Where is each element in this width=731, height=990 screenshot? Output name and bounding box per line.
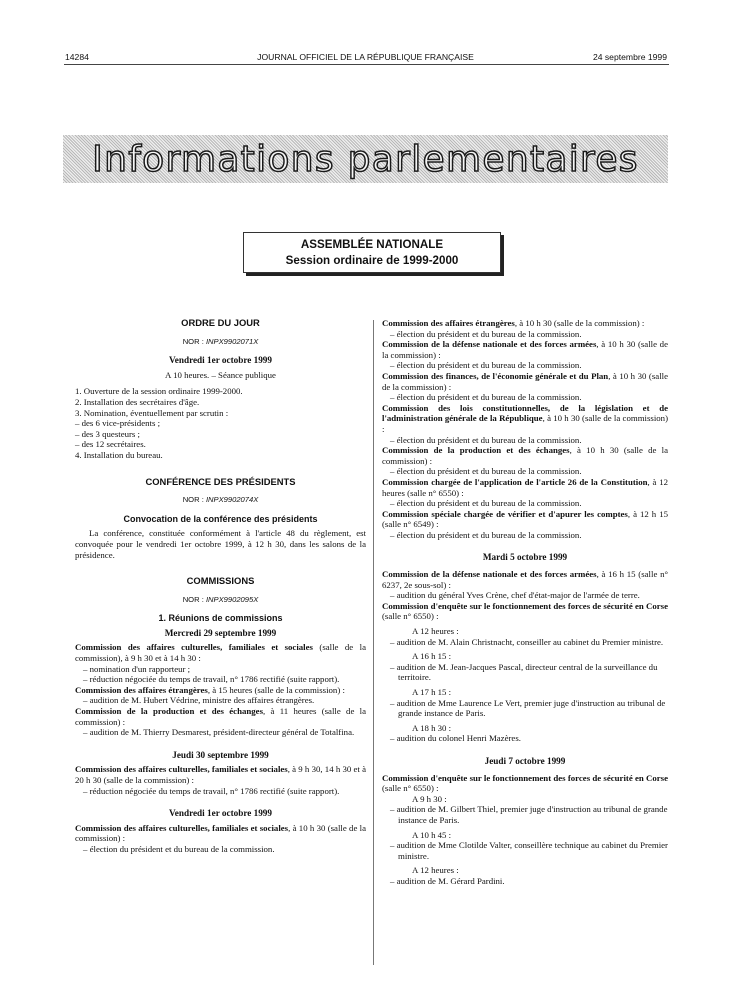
commission-entry bbox=[382, 403, 668, 435]
day-heading: Vendredi 1er octobre 1999 bbox=[168, 808, 272, 819]
entry-item: – réduction négociée du temps de travail, n° 1786 rectifié (suite rapport). bbox=[83, 674, 340, 685]
commissions-title: COMMISSIONS bbox=[186, 575, 255, 587]
commission-name: Commission des affaires étrangères bbox=[75, 684, 208, 695]
entry-item: – audition de Mme Clotilde Valter, conseillère technique au cabinet du Premier ministre. bbox=[390, 840, 668, 861]
left-column bbox=[75, 318, 366, 855]
slot-time: A 12 heures : bbox=[412, 626, 459, 637]
commission-details: , à 11 heures (salle de la commission) : bbox=[75, 706, 366, 727]
conference-subtitle: Convocation de la conférence des présidents bbox=[123, 513, 318, 524]
slot-time: A 17 h 15 : bbox=[412, 687, 452, 697]
commission-name: Commission des affaires culturelles, familiales et sociales bbox=[75, 822, 289, 833]
commission-entry bbox=[382, 509, 668, 530]
commission-entry bbox=[382, 773, 668, 794]
slot-time: A 16 h 15 : bbox=[412, 651, 452, 662]
slot-time: A 10 h 45 : bbox=[412, 829, 452, 840]
entry-item: – élection du président et du bureau de la commission. bbox=[390, 328, 582, 339]
header-rule bbox=[64, 64, 669, 65]
commission-entry bbox=[382, 569, 668, 590]
nor-code: INPX9902074X bbox=[205, 495, 259, 505]
commission-name: Commission des lois constitutionnelles, de la législation et de l'administration générale de la République bbox=[382, 402, 668, 424]
commission-entry bbox=[75, 823, 366, 844]
slot-time: A 9 h 30 : bbox=[412, 793, 447, 804]
commission-name: Commission d'enquête sur le fonctionnement des forces de sécurité en Corse bbox=[382, 600, 668, 611]
commission-name: Commission d'enquête sur le fonctionnement des forces de sécurité en Corse bbox=[382, 772, 668, 783]
entry-item: – nomination d'un rapporteur ; bbox=[83, 663, 191, 674]
agenda-item: 1. Ouverture de la session ordinaire 1999-2000. bbox=[75, 386, 243, 397]
section-banner bbox=[63, 135, 668, 183]
entry-item: – élection du président et du bureau de la commission. bbox=[390, 392, 582, 403]
entry-item: – élection du président et du bureau de la commission. bbox=[390, 466, 582, 477]
commission-entry bbox=[382, 371, 668, 392]
commission-details: , à 12 heures (salle n° 6550) : bbox=[382, 476, 668, 498]
issue-date: 24 septembre 1999 bbox=[592, 52, 667, 62]
entry-item: – audition de M. Gilbert Thiel, premier juge d'instruction au tribunal de grande instance de Paris. bbox=[390, 804, 668, 825]
entry-item: – audition de M. Jean-Jacques Pascal, directeur central de la surveillance du territoire. bbox=[390, 661, 658, 683]
commission-details: (salle n° 6550) : bbox=[382, 783, 439, 794]
commission-entry bbox=[382, 318, 668, 329]
nor-line bbox=[75, 337, 366, 348]
commission-name: Commission de la défense nationale et des forces armées bbox=[382, 569, 597, 580]
conference-text: La conférence, constituée conformément à l'article 48 du règlement, est convoquée pour le vendredi 1er octobre 1999, à 12 h 30, dans les salons de la présidence. bbox=[75, 528, 366, 560]
column-divider bbox=[373, 320, 374, 965]
commission-name: Commission des affaires étrangères bbox=[382, 318, 515, 328]
day-heading: Jeudi 30 septembre 1999 bbox=[172, 749, 269, 760]
day-heading: Mercredi 29 septembre 1999 bbox=[164, 627, 277, 638]
entry-item: – audition de Mme Laurence Le Vert, premier juge d'instruction au tribunal de grande instance de Paris. bbox=[390, 697, 666, 719]
commission-name: Commission chargée de l'application de l'article 26 de la Constitution bbox=[382, 476, 648, 487]
commission-name: Commission des finances, de l'économie générale et du Plan bbox=[382, 370, 609, 381]
page-number: 14284 bbox=[65, 52, 89, 62]
entry-item: – élection du président et du bureau de la commission. bbox=[390, 498, 582, 509]
nor-label: NOR : bbox=[182, 495, 204, 505]
entry-item: – réduction négociée du temps de travail, n° 1786 rectifié (suite rapport). bbox=[83, 785, 340, 796]
commission-details: , à 12 h 15 (salle n° 6549) : bbox=[382, 508, 668, 530]
commission-name: Commission de la défense nationale et des forces armées bbox=[382, 339, 597, 350]
seance-time: A 10 heures. – Séance publique bbox=[165, 369, 276, 380]
commission-details: , à 10 h 30 (salle de la commission) : bbox=[75, 822, 366, 844]
day-heading: Jeudi 7 octobre 1999 bbox=[484, 755, 566, 766]
slot-time: A 12 heures : bbox=[412, 865, 459, 876]
commission-details: , à 10 h 30 (salle de la commission) : bbox=[382, 370, 668, 392]
section-heading: 1. Réunions de commissions bbox=[158, 613, 283, 624]
commission-details: , à 15 heures (salle de la commission) : bbox=[207, 684, 345, 695]
commission-entry bbox=[382, 477, 668, 498]
nor-line bbox=[75, 595, 366, 606]
commission-entry bbox=[382, 445, 668, 466]
nor-code: INPX9902095X bbox=[205, 594, 259, 604]
commission-entry bbox=[75, 685, 366, 696]
nor-label: NOR : bbox=[182, 594, 204, 604]
entry-item: – audition de M. Alain Christnacht, conseiller au cabinet du Premier ministre. bbox=[390, 636, 664, 647]
agenda-list bbox=[75, 386, 366, 460]
day-heading: Mardi 5 octobre 1999 bbox=[482, 552, 568, 563]
ordre-du-jour-title: ORDRE DU JOUR bbox=[181, 317, 260, 328]
entry-item: – audition de M. Thierry Desmarest, président-directeur général de Totalfina. bbox=[83, 727, 355, 738]
entry-item: – audition de M. Hubert Védrine, ministre des affaires étrangères. bbox=[83, 695, 315, 706]
agenda-item: 3. Nomination, éventuellement par scrutin : bbox=[75, 407, 229, 418]
agenda-item: 2. Installation des secrétaires d'âge. bbox=[75, 396, 200, 407]
commission-entry bbox=[75, 642, 366, 663]
entry-item: – élection du président et du bureau de la commission. bbox=[83, 843, 275, 854]
day-heading: Vendredi 1er octobre 1999 bbox=[168, 355, 272, 366]
commission-details: (salle n° 6550) : bbox=[382, 611, 439, 622]
commission-details: (salle de la commission), à 9 h 30 et à 14 h 30 : bbox=[75, 642, 366, 664]
entry-item: – élection du président et du bureau de la commission. bbox=[390, 434, 582, 445]
nor-label: NOR : bbox=[182, 336, 204, 346]
commission-name: Commission spéciale chargée de vérifier et d'apurer les comptes bbox=[382, 508, 628, 519]
session-name: Session ordinaire de 1999-2000 bbox=[285, 254, 459, 267]
session-box bbox=[243, 232, 501, 273]
commission-details: , à 16 h 15 (salle n° 6237, 2e sous-sol) : bbox=[382, 569, 668, 590]
agenda-item: – des 6 vice-présidents ; bbox=[75, 418, 161, 429]
commission-name: Commission de la production et des échanges bbox=[382, 445, 570, 456]
entry-item: – élection du président et du bureau de la commission. bbox=[390, 360, 582, 371]
agenda-item: – des 12 secrétaires. bbox=[75, 439, 146, 450]
assembly-name: ASSEMBLÉE NATIONALE bbox=[300, 238, 444, 251]
commission-details: , à 10 h 30 (salle de la commission) : bbox=[382, 445, 668, 466]
journal-title: JOURNAL OFFICIEL DE LA RÉPUBLIQUE FRANÇAISE bbox=[257, 52, 474, 62]
slot-time: A 18 h 30 : bbox=[412, 722, 452, 733]
right-column bbox=[382, 318, 668, 887]
entry-item: – audition de M. Gérard Pardini. bbox=[390, 875, 505, 886]
agenda-item: 4. Installation du bureau. bbox=[75, 449, 163, 460]
commission-details: , à 9 h 30, 14 h 30 et à 20 h 30 (salle de la commission) : bbox=[75, 764, 367, 785]
agenda-item: – des 3 questeurs ; bbox=[75, 428, 140, 439]
commission-entry bbox=[382, 601, 668, 622]
conference-title: CONFÉRENCE DES PRÉSIDENTS bbox=[145, 475, 296, 487]
commission-details: , à 10 h 30 (salle de la commission) : bbox=[514, 318, 645, 328]
commission-name: Commission des affaires culturelles, familiales et sociales bbox=[75, 642, 313, 653]
nor-code: INPX9902071X bbox=[205, 336, 259, 346]
banner-title: Informations parlementaires bbox=[92, 139, 639, 180]
commission-details: , à 10 h 30 (salle de la commission) : bbox=[382, 339, 668, 360]
commission-details: , à 10 h 30 (salle de la commission) : bbox=[382, 413, 668, 434]
commission-name: Commission de la production et des échanges bbox=[75, 706, 263, 717]
entry-item: – audition du colonel Henri Mazères. bbox=[390, 733, 521, 744]
commission-entry bbox=[75, 764, 366, 785]
nor-line bbox=[75, 495, 366, 506]
entry-item: – audition du général Yves Crène, chef d'état-major de l'armée de terre. bbox=[390, 590, 640, 601]
entry-item: – élection du président et du bureau de la commission. bbox=[390, 529, 582, 540]
commission-name: Commission des affaires culturelles, familiales et sociales bbox=[75, 764, 288, 775]
commission-entry bbox=[75, 706, 366, 727]
commission-entry bbox=[382, 339, 668, 360]
